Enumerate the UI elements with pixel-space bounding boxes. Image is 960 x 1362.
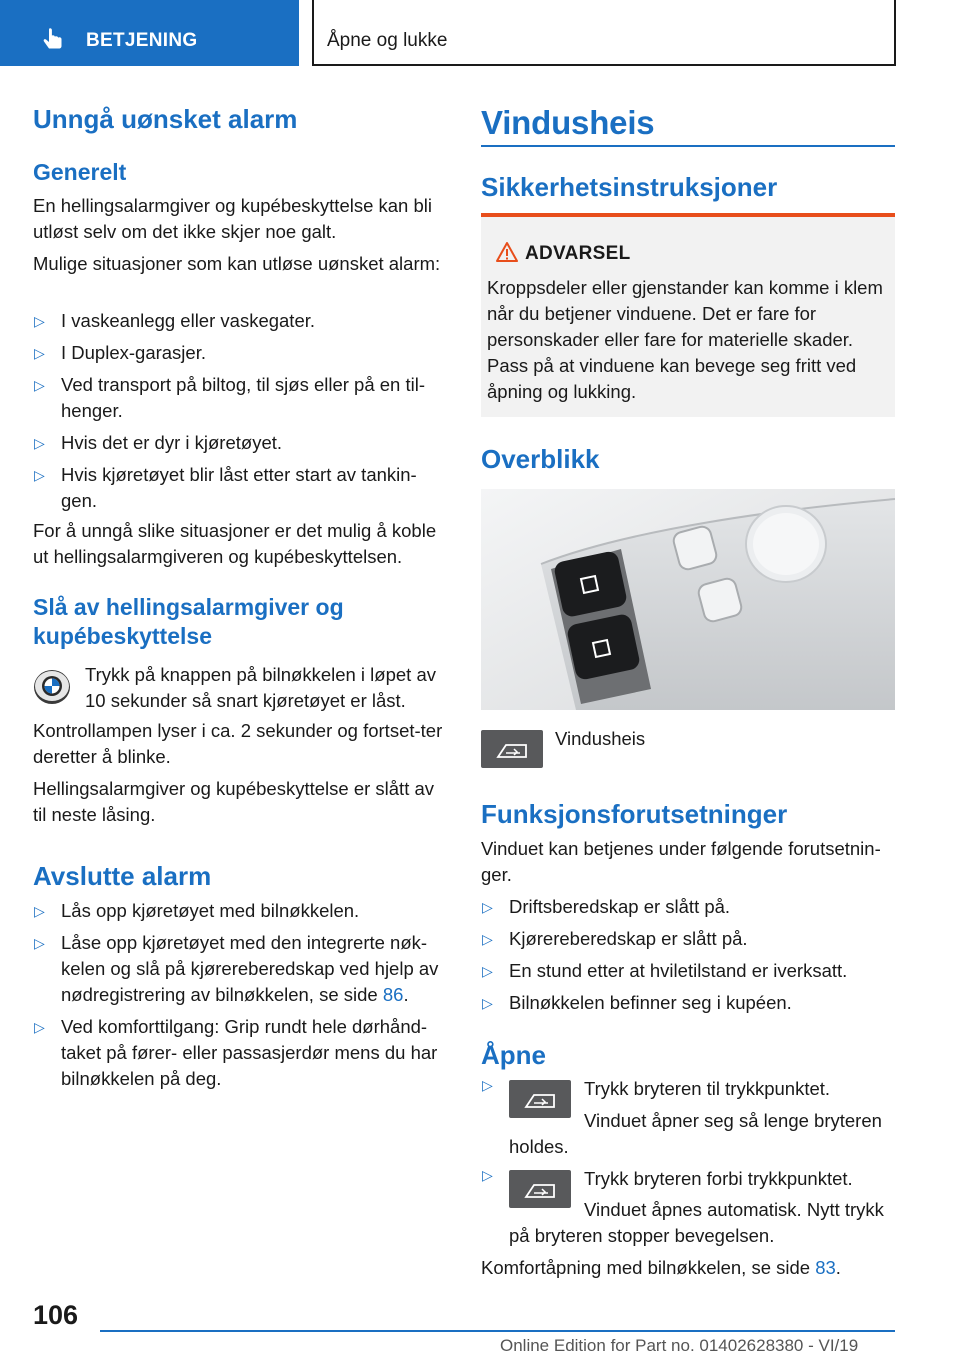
bullet-triangle-icon: ▷ xyxy=(34,1019,45,1035)
open-step-2-action: Trykk bryteren forbi trykkpunktet. xyxy=(584,1168,853,1189)
footer-edition: Online Edition for Part no. 01402628380 - VI/19 xyxy=(500,1336,859,1355)
heading-generelt: Generelt xyxy=(33,159,127,185)
list-item: ▷ I vaskeanlegg eller vaskegater. xyxy=(33,308,447,334)
list-item: ▷ I Duplex-garasjer. xyxy=(33,340,447,366)
list-item: ▷ Hvis kjøretøyet blir låst etter start av tankin-gen. xyxy=(34,464,417,511)
bullet-triangle-icon: ▷ xyxy=(34,935,45,951)
heading-sla-av: Slå av hellingsalarmgiver og kupébeskyttelse xyxy=(33,594,344,649)
list-item: ▷ Kjørereberedskap er slått på. xyxy=(481,926,895,952)
warning-triangle-icon xyxy=(496,241,518,263)
open-step-2-result: Vinduet åpnes automatisk. Nytt trykk xyxy=(584,1199,884,1220)
bullet-triangle-icon: ▷ xyxy=(34,467,45,483)
bullet-triangle-icon: ▷ xyxy=(34,377,45,393)
heading-overblikk: Overblikk xyxy=(481,444,600,474)
paragraph-funksjon: Vinduet kan betjenes under følgende forutsetnin-ger. xyxy=(481,838,881,885)
list-item: ▷ En stund etter at hviletilstand er iverksatt. xyxy=(481,958,895,984)
open-step-1-action: Trykk bryteren til trykkpunktet. xyxy=(584,1078,831,1099)
open-step-2-result-cont: på bryteren stopper bevegelsen. xyxy=(509,1225,775,1246)
window-switch-illustration xyxy=(481,489,895,710)
list-item: ▷ Låse opp kjøretøyet med den integrerte nøk-kelen og slå på kjørereberedskap ved hjelp av nødregistrering av bilnøkkelen, se side 86. xyxy=(34,932,439,1005)
list-item: ▷ Lås opp kjøretøyet med bilnøkkelen. xyxy=(33,898,447,924)
open-step-1-result-cont: holdes. xyxy=(509,1136,569,1157)
chapter-title: Åpne og lukke xyxy=(327,30,448,51)
window-switch-photo xyxy=(481,489,895,710)
car-key-icon xyxy=(33,667,71,705)
bullet-triangle-icon: ▷ xyxy=(482,1167,493,1183)
window-switch-icon xyxy=(509,1170,571,1208)
alarm-situations-list xyxy=(33,308,447,520)
page-link-86[interactable]: 86 xyxy=(382,984,404,1005)
icon-caption: Vindusheis xyxy=(555,728,646,749)
window-switch-icon xyxy=(509,1080,571,1118)
hand-pointer-icon xyxy=(40,27,66,53)
list-item: ▷ Driftsberedskap er slått på. xyxy=(481,894,895,920)
open-step-1-result: Vinduet åpner seg så lenge bryteren xyxy=(584,1110,882,1131)
paragraph-komfort: Komfortåpning med bilnøkkelen, se side 83. xyxy=(481,1257,841,1278)
heading-avslutte-alarm: Avslutte alarm xyxy=(33,861,212,891)
warning-box xyxy=(481,213,895,417)
window-lift-icon xyxy=(481,730,543,768)
bullet-triangle-icon: ▷ xyxy=(34,345,45,361)
paragraph-generelt-2: Mulige situasjoner som kan utløse uønsket alarm: xyxy=(33,253,441,274)
paragraph-koble-ut: For å unngå slike situasjoner er det mulig å koble ut hellingsalarmgiveren og kupébeskyttelsen. xyxy=(33,520,437,567)
stop-alarm-list xyxy=(33,898,447,1098)
paragraph-generelt-1: En hellingsalarmgiver og kupébeskyttelse kan bli utløst selv om det ikke skjer noe galt. xyxy=(33,195,432,242)
footer-divider xyxy=(100,1330,895,1332)
bullet-triangle-icon: ▷ xyxy=(34,903,45,919)
warning-title: ADVARSEL xyxy=(525,243,631,264)
heading-funksjon: Funksjonsforutsetninger xyxy=(481,799,788,829)
requirements-list xyxy=(481,894,895,1022)
chapter-header xyxy=(312,0,896,66)
heading-vindusheis: Vindusheis xyxy=(481,104,655,141)
bullet-triangle-icon: ▷ xyxy=(482,995,493,1011)
list-item: ▷ Bilnøkkelen befinner seg i kupéen. xyxy=(481,990,895,1016)
bullet-triangle-icon: ▷ xyxy=(482,899,493,915)
list-item: ▷ Ved transport på biltog, til sjøs eller på en til-henger. xyxy=(34,374,426,421)
list-item: ▷ Hvis det er dyr i kjøretøyet. xyxy=(33,430,447,456)
page-link-83[interactable]: 83 xyxy=(815,1257,836,1278)
bullet-triangle-icon: ▷ xyxy=(34,313,45,329)
heading-unnga-alarm: Unngå uønsket alarm xyxy=(33,104,298,134)
bullet-triangle-icon: ▷ xyxy=(482,1077,493,1093)
bullet-triangle-icon: ▷ xyxy=(482,931,493,947)
heading-divider xyxy=(481,145,895,147)
section-tab[interactable] xyxy=(0,0,299,66)
heading-apne: Åpne xyxy=(481,1040,546,1070)
bullet-triangle-icon: ▷ xyxy=(34,435,45,451)
paragraph-trykk-knappen: Trykk på knappen på bilnøkkelen i løpet av 10 sekunder så snart kjøretøyet er låst. xyxy=(85,664,436,711)
warning-body: Kroppsdeler eller gjenstander kan komme i klem når du betjener vinduene. Det er fare for personskader eller fare for materielle skader. Pass på at vinduene kan bevege seg fritt ved åpning og lukking. xyxy=(487,277,883,402)
bullet-triangle-icon: ▷ xyxy=(482,963,493,979)
paragraph-slatt-av: Hellingsalarmgiver og kupébeskyttelse er slått av til neste låsing. xyxy=(33,778,435,825)
paragraph-kontrollampen: Kontrollampen lyser i ca. 2 sekunder og fortset-ter deretter å blinke. xyxy=(33,720,443,767)
page-number: 106 xyxy=(33,1300,79,1330)
heading-sikkerhet: Sikkerhetsinstruksjoner xyxy=(481,172,778,202)
list-item: ▷ Ved komforttilgang: Grip rundt hele dørhånd-taket på fører- eller passasjerdør mens du har bilnøkkelen på deg. xyxy=(34,1016,438,1089)
section-label: BETJENING xyxy=(86,30,198,51)
